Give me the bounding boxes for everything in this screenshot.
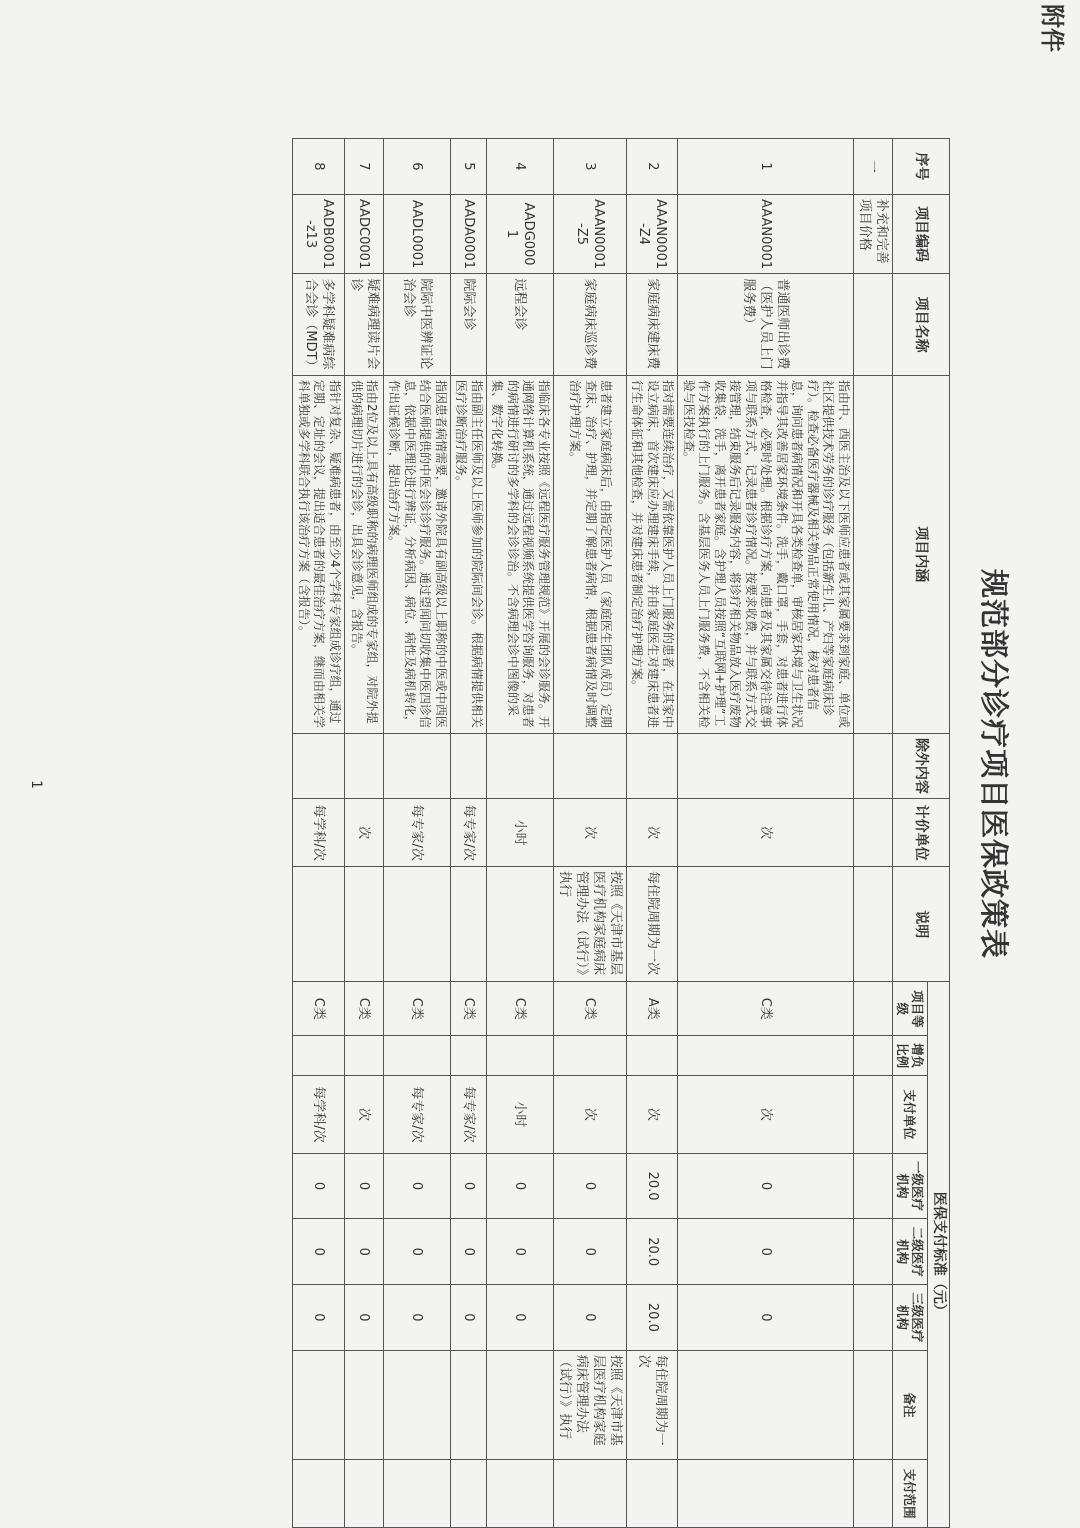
table-row [293, 139, 345, 1528]
table-row [451, 139, 487, 1528]
table-header-row [928, 139, 950, 1528]
row-name: 普通医师出诊费（医护人员上门服务费） [678, 274, 854, 376]
row-scope [678, 1460, 854, 1528]
header-ratio: 增负比例 [893, 1036, 928, 1076]
row-pay-unit: 每专家/次 [451, 1076, 487, 1154]
row-ratio [345, 1036, 384, 1076]
row-code: AAAN0001-Z4 [627, 194, 679, 274]
row-grade: C类 [451, 982, 487, 1036]
row-seq: 3 [554, 139, 627, 195]
row-ratio [678, 1036, 854, 1076]
row-remark [451, 1350, 487, 1460]
row-note [293, 866, 345, 981]
row-note [678, 866, 854, 981]
row-name: 多学科疑难病综合会诊（MDT） [293, 274, 345, 376]
row-level1-price: 0 [487, 1153, 554, 1219]
row-note [345, 866, 384, 981]
row-pay-unit: 每学科/次 [293, 1076, 345, 1154]
row-grade: C类 [345, 982, 384, 1036]
row-unit: 次 [554, 799, 627, 867]
row-content: 患者建立家庭病床后，由指定医护人员（家庭医生团队成员）定期查床、治疗、护理，并定期了解患者病情，根据患者病情及时调整治疗护理方案。 [554, 375, 627, 733]
table-row [554, 139, 627, 1528]
row-level3-price: 0 [678, 1285, 854, 1351]
row-unit: 每专家/次 [384, 799, 451, 867]
row-ratio [627, 1036, 679, 1076]
table-row [678, 139, 854, 1528]
row-name: 疑难病理读片会诊 [345, 274, 384, 376]
row-unit: 次 [627, 799, 679, 867]
row-pay-unit: 次 [554, 1076, 627, 1154]
row-grade: C类 [554, 982, 627, 1036]
section-seq: 一 [854, 139, 893, 195]
row-code: AAAN0001-Z5 [554, 194, 627, 274]
row-seq: 1 [678, 139, 854, 195]
header-content: 项目内涵 [893, 375, 950, 733]
row-pay-unit: 次 [627, 1076, 679, 1154]
row-remark [384, 1350, 451, 1460]
row-grade: A类 [627, 982, 679, 1036]
row-name: 家庭病床建床费 [627, 274, 679, 376]
header-exclusions: 除外内容 [893, 733, 950, 799]
row-seq: 7 [345, 139, 384, 195]
header-grade: 项目等级 [893, 982, 928, 1036]
row-exclusions [487, 733, 554, 799]
header-scope: 支付范围 [893, 1460, 928, 1528]
table-row [627, 139, 679, 1528]
row-level3-price: 0 [345, 1285, 384, 1351]
row-level3-price: 0 [293, 1285, 345, 1351]
row-unit: 每学科/次 [293, 799, 345, 867]
page-title: 规范部分诊疗项目医保政策表 [977, 568, 1011, 959]
header-unit: 计价单位 [893, 799, 950, 867]
row-scope [451, 1460, 487, 1528]
row-level1-price: 0 [293, 1153, 345, 1219]
row-scope [293, 1460, 345, 1528]
header-level3: 三级医疗机构 [893, 1285, 928, 1351]
row-content: 指因患者病情需要，邀请外院具有副高级以上职称的中医或中西医结合医师提供的中医会诊诊疗服务。通过望闻问切收集中医四诊信息，依据中医理论进行辨证，分析病因、病位、病性及病机转化，作出证候诊断，提出治疗方案。 [384, 375, 451, 733]
row-seq: 2 [627, 139, 679, 195]
header-note: 说明 [893, 866, 950, 981]
row-scope [487, 1460, 554, 1528]
row-seq: 5 [451, 139, 487, 195]
row-level1-price: 20.0 [627, 1153, 679, 1219]
row-grade: C类 [487, 982, 554, 1036]
header-name: 项目名称 [893, 274, 950, 376]
row-scope [554, 1460, 627, 1528]
row-ratio [451, 1036, 487, 1076]
row-code: AADL0001 [384, 194, 451, 274]
header-code: 项目编码 [893, 194, 950, 274]
row-grade: C类 [678, 982, 854, 1036]
row-level2-price: 0 [345, 1219, 384, 1285]
row-exclusions [345, 733, 384, 799]
row-name: 院际会诊 [451, 274, 487, 376]
row-exclusions [554, 733, 627, 799]
row-pay-unit: 每专家/次 [384, 1076, 451, 1154]
row-level3-price: 20.0 [627, 1285, 679, 1351]
row-level3-price: 0 [554, 1285, 627, 1351]
row-grade: C类 [384, 982, 451, 1036]
row-content: 指对需要连续治疗，又需依靠医护人员上门服务的患者，在其家中设立病床，首次建床应办理建床手续，并由家庭医生对建床患者进行生命体征和其他检查，并对建床患者制定治疗护理方案。 [627, 375, 679, 733]
row-unit: 次 [345, 799, 384, 867]
table-row [345, 139, 384, 1528]
attachment-label: 附件 [1038, 4, 1066, 52]
row-exclusions [384, 733, 451, 799]
row-seq: 8 [293, 139, 345, 195]
row-remark [487, 1350, 554, 1460]
row-exclusions [293, 733, 345, 799]
row-content: 指临床各专业按照《远程医疗服务管理规范》开展的会诊服务。开通网络计算机系统，通过远程视频系统提供医学咨询服务，对患者的病情进行研讨的多学科的会诊诊治。不含病理会诊中图像的采集、数字化转换。 [487, 375, 554, 733]
row-remark [293, 1350, 345, 1460]
row-level3-price: 0 [384, 1285, 451, 1351]
row-unit: 小时 [487, 799, 554, 867]
row-scope [627, 1460, 679, 1528]
row-name: 家庭病床巡诊费 [554, 274, 627, 376]
policy-table [293, 138, 951, 1528]
row-level2-price: 20.0 [627, 1219, 679, 1285]
row-seq: 4 [487, 139, 554, 195]
row-code: AADA0001 [451, 194, 487, 274]
row-level1-price: 0 [345, 1153, 384, 1219]
row-exclusions [451, 733, 487, 799]
row-note: 每住院周期为一次 [627, 866, 679, 981]
row-level1-price: 0 [451, 1153, 487, 1219]
row-remark: 每住院周期为一次 [627, 1350, 679, 1460]
row-unit: 每专家/次 [451, 799, 487, 867]
row-remark [345, 1350, 384, 1460]
row-code: AAAN0001 [678, 194, 854, 274]
row-level3-price: 0 [487, 1285, 554, 1351]
row-content: 指由中、西医主治及以下医师应患者或其家属要求到家庭、单位或社区提供技术劳务的诊疗服务（包括新生儿、产妇等家庭病床诊疗）。检查必备医疗器械及相关物品正常使用情况，核对患者信息，询问患者病情况和开具各类检查单，审核居家环境与卫生状况并指导其改善居家环境条件。洗手，戴口罩，手套，对患者进行体格检查，必要时处理。根据诊疗方案，向患者及其家属交待注意事项与联系方式，记录患者诊疗情况。按要求收费，并与联系方式交接管理，结束服务后记录服务内容，将诊疗相关物品放入医疗废物收集袋，洗手，离开患者家庭。含护理人员按照“互联网+护理”工作方案执行的上门服务。含基层医务人员上门服务费，不含相关检验与医技检查。 [678, 375, 854, 733]
row-exclusions [627, 733, 679, 799]
page-number: 1 [28, 780, 44, 789]
row-level1-price: 0 [554, 1153, 627, 1219]
row-level2-price: 0 [487, 1219, 554, 1285]
row-ratio [487, 1036, 554, 1076]
row-content: 指针对复杂、疑难病患者，由至少4个学科专家组成诊疗组，通过定期、定址的会议，提出适合患者的最佳治疗方案，继而由相关学科单独或多学科联合执行该治疗方案（含报告）。 [293, 375, 345, 733]
row-content: 指由2位及以上具有高级职称的病理医师组成的专家组，对院外提供的病理切片进行的会诊，出具会诊意见，含报告。 [345, 375, 384, 733]
row-note: 按照《天津市基层医疗机构家庭病床管理办法（试行）》执行 [554, 866, 627, 981]
row-remark [678, 1350, 854, 1460]
section-label: 补充和完善项目价格 [854, 194, 893, 274]
row-note [384, 866, 451, 981]
row-level1-price: 0 [678, 1153, 854, 1219]
row-ratio [554, 1036, 627, 1076]
table-row [487, 139, 554, 1528]
row-level2-price: 0 [451, 1219, 487, 1285]
row-scope [384, 1460, 451, 1528]
section-row [854, 139, 893, 1528]
row-name: 远程会诊 [487, 274, 554, 376]
header-pay-standard: 医保支付标准（元） [928, 982, 950, 1528]
row-exclusions [678, 733, 854, 799]
row-level1-price: 0 [384, 1153, 451, 1219]
row-ratio [384, 1036, 451, 1076]
row-level2-price: 0 [293, 1219, 345, 1285]
row-ratio [293, 1036, 345, 1076]
header-level2: 二级医疗机构 [893, 1219, 928, 1285]
row-level2-price: 0 [384, 1219, 451, 1285]
row-code: AADB0001-z13 [293, 194, 345, 274]
row-note [487, 866, 554, 981]
row-pay-unit: 次 [345, 1076, 384, 1154]
header-pay-unit: 支付单位 [893, 1076, 928, 1154]
row-unit: 次 [678, 799, 854, 867]
row-pay-unit: 小时 [487, 1076, 554, 1154]
row-level2-price: 0 [678, 1219, 854, 1285]
row-content: 指由副主任医师及以上医师参加的院际间会诊。根据病情提供相关医疗诊断治疗服务。 [451, 375, 487, 733]
row-pay-unit: 次 [678, 1076, 854, 1154]
header-remark: 备注 [893, 1350, 928, 1460]
row-remark: 按照《天津市基层医疗机构家庭病床管理办法（试行）》执行 [554, 1350, 627, 1460]
row-note [451, 866, 487, 981]
row-name: 院际中医辨证论治会诊 [384, 274, 451, 376]
row-grade: C类 [293, 982, 345, 1036]
table-row [384, 139, 451, 1528]
row-code: AADC0001 [345, 194, 384, 274]
row-scope [345, 1460, 384, 1528]
row-code: AADG0001 [487, 194, 554, 274]
row-seq: 6 [384, 139, 451, 195]
header-level1: 一级医疗机构 [893, 1153, 928, 1219]
row-level2-price: 0 [554, 1219, 627, 1285]
row-level3-price: 0 [451, 1285, 487, 1351]
header-seq: 序号 [893, 139, 950, 195]
